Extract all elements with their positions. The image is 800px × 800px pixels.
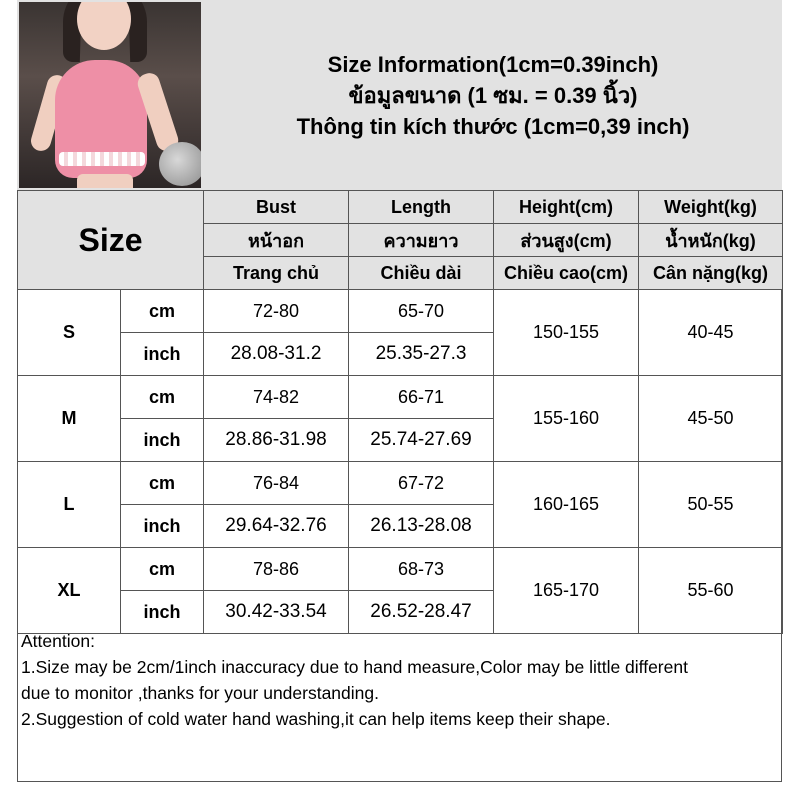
size-m: M bbox=[18, 376, 121, 462]
unit-inch: inch bbox=[121, 333, 204, 376]
length-cm: 65-70 bbox=[349, 290, 494, 333]
length-inch: 26.13-28.08 bbox=[349, 505, 494, 548]
note-line-3: 2.Suggestion of cold water hand washing,it can help items keep their shape. bbox=[21, 709, 611, 729]
photo-face bbox=[77, 2, 131, 50]
bust-cm: 76-84 bbox=[204, 462, 349, 505]
length-cm: 68-73 bbox=[349, 548, 494, 591]
note-line-2: due to monitor ,thanks for your understanding. bbox=[21, 683, 379, 703]
title-thai: ข้อมูลขนาด (1 ซม. = 0.39 นิ้ว) bbox=[348, 82, 638, 108]
bust-inch: 30.42-33.54 bbox=[204, 591, 349, 634]
col-length-th: ความยาว bbox=[349, 224, 494, 257]
col-weight-th: น้ำหนัก(kg) bbox=[639, 224, 783, 257]
photo-handbag bbox=[159, 142, 201, 186]
col-bust-vi: Trang chủ bbox=[204, 257, 349, 290]
size-table bbox=[17, 190, 783, 634]
unit-inch: inch bbox=[121, 419, 204, 462]
unit-cm: cm bbox=[121, 376, 204, 419]
col-length-en: Length bbox=[349, 191, 494, 224]
table-row-s-cm bbox=[18, 290, 783, 333]
bust-cm: 72-80 bbox=[204, 290, 349, 333]
height-value: 160-165 bbox=[494, 462, 639, 548]
bust-cm: 78-86 bbox=[204, 548, 349, 591]
height-value: 165-170 bbox=[494, 548, 639, 634]
col-bust-en: Bust bbox=[204, 191, 349, 224]
table-row-l-cm bbox=[18, 462, 783, 505]
title-vietnamese: Thông tin kích thước (1cm=0,39 inch) bbox=[296, 113, 690, 139]
size-s: S bbox=[18, 290, 121, 376]
length-inch: 26.52-28.47 bbox=[349, 591, 494, 634]
length-inch: 25.35-27.3 bbox=[349, 333, 494, 376]
size-xl: XL bbox=[18, 548, 121, 634]
weight-value: 50-55 bbox=[639, 462, 783, 548]
product-photo bbox=[19, 2, 201, 188]
length-cm: 67-72 bbox=[349, 462, 494, 505]
size-header: Size bbox=[18, 191, 204, 290]
table-row-xl-cm bbox=[18, 548, 783, 591]
size-info-title bbox=[204, 0, 782, 190]
height-value: 150-155 bbox=[494, 290, 639, 376]
length-inch: 25.74-27.69 bbox=[349, 419, 494, 462]
size-l: L bbox=[18, 462, 121, 548]
col-weight-vi: Cân nặng(kg) bbox=[639, 257, 783, 290]
unit-cm: cm bbox=[121, 290, 204, 333]
weight-value: 55-60 bbox=[639, 548, 783, 634]
col-height-th: ส่วนสูง(cm) bbox=[494, 224, 639, 257]
bust-cm: 74-82 bbox=[204, 376, 349, 419]
bust-inch: 29.64-32.76 bbox=[204, 505, 349, 548]
col-height-vi: Chiều cao(cm) bbox=[494, 257, 639, 290]
unit-cm: cm bbox=[121, 462, 204, 505]
photo-lace-hem bbox=[59, 152, 145, 166]
col-height-en: Height(cm) bbox=[494, 191, 639, 224]
weight-value: 45-50 bbox=[639, 376, 783, 462]
notes-heading: Attention: bbox=[21, 631, 95, 651]
unit-inch: inch bbox=[121, 591, 204, 634]
length-cm: 66-71 bbox=[349, 376, 494, 419]
unit-cm: cm bbox=[121, 548, 204, 591]
bust-inch: 28.86-31.98 bbox=[204, 419, 349, 462]
title-english: Size Information(1cm=0.39inch) bbox=[327, 51, 659, 77]
col-bust-th: หน้าอก bbox=[204, 224, 349, 257]
col-weight-en: Weight(kg) bbox=[639, 191, 783, 224]
weight-value: 40-45 bbox=[639, 290, 783, 376]
table-row-m-cm bbox=[18, 376, 783, 419]
unit-inch: inch bbox=[121, 505, 204, 548]
note-line-1: 1.Size may be 2cm/1inch inaccuracy due to hand measure,Color may be little different bbox=[21, 657, 688, 677]
bust-inch: 28.08-31.2 bbox=[204, 333, 349, 376]
photo-legs bbox=[77, 174, 133, 188]
height-value: 155-160 bbox=[494, 376, 639, 462]
col-length-vi: Chiều dài bbox=[349, 257, 494, 290]
attention-notes bbox=[21, 628, 781, 732]
